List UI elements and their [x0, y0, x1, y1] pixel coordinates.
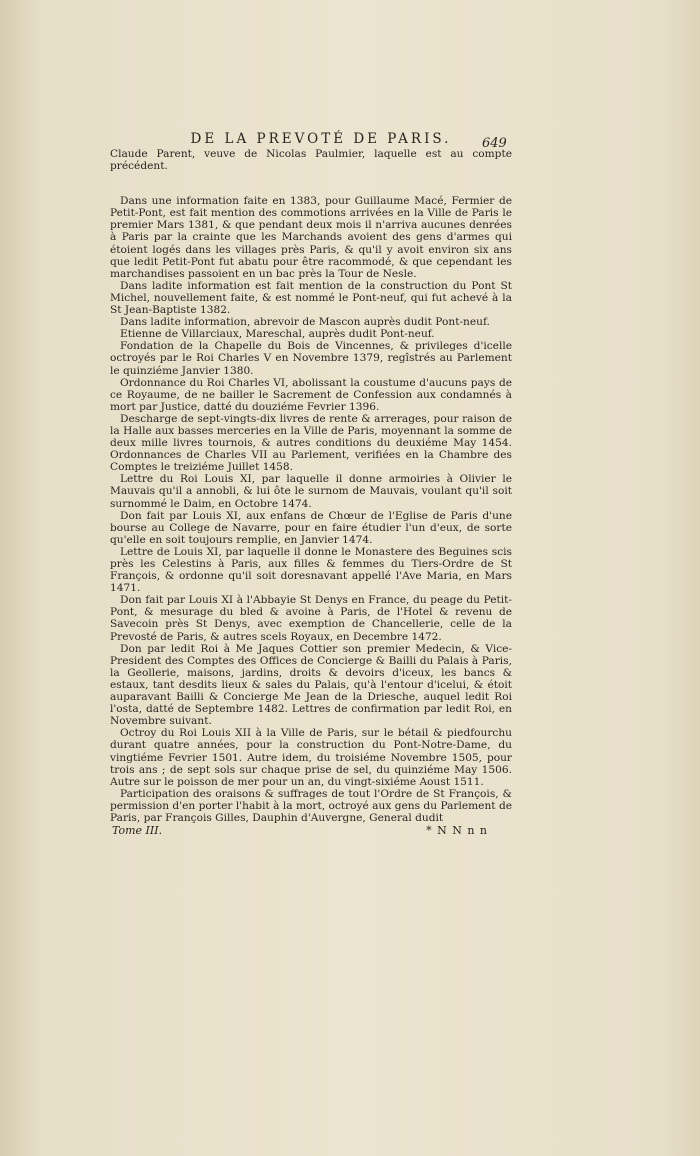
paragraph: Dans une information faite en 1383, pour Guillaume Macé, Fermier de Petit-Pont, est fait mention des commotions arrivées en la Ville de Paris le premier Mars 1381, & que pendant deux mois il n'arriva aucunes denrées à Paris par la crainte que les Marchands avoient des gens d'armes qui étoient logés dans les villages près Paris, & qu'il y avoit environ six ans que ledit Petit-Pont fut abatu pour être racommodé, & que cependant les marchandises passoient en un bac près la Tour de Nesle.	[110, 195, 512, 280]
paragraph: Don par ledit Roi à Me Jaques Cottier son premier Medecin, & Vice-President des Comptes des Offices de Concierge & Bailli du Palais à Paris, la Geollerie, maisons, jardins, droits & devoirs d'iceux, les bancs & estaux, tant desdits lieux & sales du Palais, qu'à l'entour d'icelui, & étoit auparavant Bailli & Concierge Me Jean de la Driesche, auquel ledit Roi l'osta, datté de Septembre 1482. Lettres de confirmation par ledit Roi, en Novembre suivant.	[110, 642, 512, 728]
running-head: DE LA PREVOTÉ DE PARIS.	[190, 131, 452, 147]
continuation-text: Claude Parent, veuve de Nicolas Paulmier, laquelle est au compte précédent.	[110, 148, 512, 173]
paragraph: Dans ladite information, abrevoir de Mascon auprès dudit Pont-neuf.	[120, 316, 490, 329]
paragraph: Descharge de sept-vingts-dix livres de rente & arrerages, pour raison de la Halle aux basses merceries en la Ville de Paris, moyennant la somme de deux mille livres tournois, & autres conditions du deuxiéme May 1454. Ordonnances de Charles VII au Parlement, verifiées en la Chambre des Comptes le treiziéme Juillet 1458.	[110, 412, 512, 474]
paragraph: Lettre de Louis XI, par laquelle il donne le Monastere des Beguines scis près les Celestins à Paris, aux filles & femmes du Tiers-Ordre de St François, & ordonne qu'il soit doresnavant appellé l'Ave Maria, en Mars 1471.	[110, 545, 512, 595]
text-block	[110, 131, 512, 837]
section-gap	[110, 172, 512, 195]
paragraph: Ordonnance du Roi Charles VI, abolissant la coustume d'aucuns pays de ce Royaume, de ne bailler le Sacrement de Confession aux condamnés à mort par Justice, datté du douziéme Fevrier 1396.	[110, 376, 512, 413]
paragraph: Participation des oraisons & suffrages de tout l'Ordre de St François, & permission d'en porter l'habit à la mort, octroyé aux gens du Parlement de Paris, par François Gilles, Dauphin d'Auvergne, General dudit	[110, 787, 512, 824]
paragraph: Dans ladite information est fait mention de la construction du Pont St Michel, nouvellement faite, & est nommé le Pont-neuf, qui fut achevé à la St Jean-Baptiste 1382.	[110, 279, 512, 317]
paragraph: Etienne de Villarciaux, Mareschal, auprès dudit Pont-neuf.	[120, 328, 435, 341]
paragraph: Lettre du Roi Louis XI, par laquelle il donne armoiries à Olivier le Mauvais qu'il a annobli, & lui ôte le surnom de Mauvais, voulant qu'il soit surnommé le Daim, en Octobre 1474.	[110, 473, 512, 510]
paragraph: Don fait par Louis XI à l'Abbayie St Denys en France, du peage du Petit-Pont, & mesurage du bled & avoine à Paris, de l'Hotel & revenu de Savecoin près St Denys, avec exemption de Chancellerie, celle de la Prevosté de Paris, & autres scels Royaux, en Decembre 1472.	[110, 594, 512, 643]
page-footer	[110, 825, 512, 837]
page-number: 649	[482, 136, 507, 151]
paragraph: Fondation de la Chapelle du Bois de Vincennes, & privileges d'icelle octroyés par le Roi Charles V en Novembre 1379, regîstrés au Parlement le quinziéme Janvier 1380.	[110, 340, 512, 377]
signature-mark: * N N n n	[426, 824, 488, 838]
paragraph: Octroy du Roi Louis XII à la Ville de Paris, sur le bétail & piedfourchu durant quatre années, pour la construction du Pont-Notre-Dame, du vingtiéme Fevrier 1501. Autre idem, du troisiéme Novembre 1505, pour trois ans ; de sept sols sur chaque prise de sel, du quinziéme May 1506. Autre sur le poisson de mer pour un an, du vingt-sixiéme Aoust 1511.	[110, 727, 512, 788]
paragraph: Don fait par Louis XI, aux enfans de Chœur de l'Eglise de Paris d'une bourse au College de Navarre, pour en faire étudier l'un d'eux, de sorte qu'elle en soit toujours remplie, en Janvier 1474.	[110, 509, 512, 546]
volume-label: Tome III.	[112, 824, 163, 838]
